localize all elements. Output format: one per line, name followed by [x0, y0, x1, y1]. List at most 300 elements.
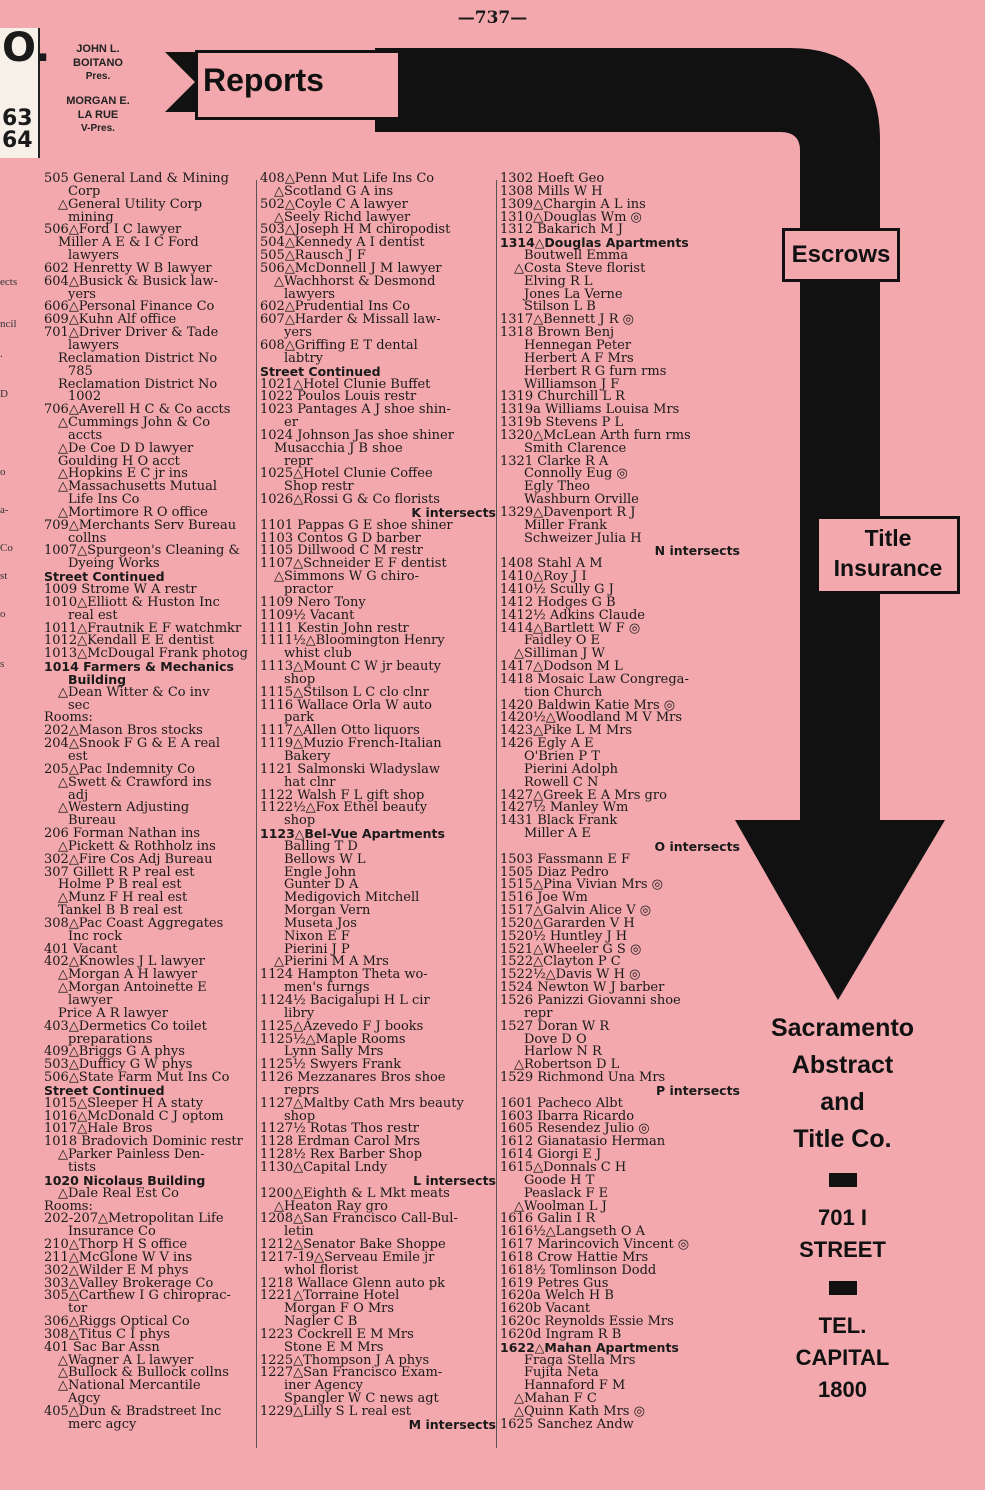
directory-entry: K intersects	[411, 504, 496, 520]
directory-entry: 1011△Frautnik E F watchmkr	[44, 620, 242, 636]
directory-entry: 1317△Bennett J R ◎	[500, 312, 634, 328]
directory-entry: 1016△McDonald C J optom	[44, 1108, 224, 1124]
directory-entry: △Morgan Antoinette E	[58, 980, 207, 996]
directory-entry: Street Continued	[44, 569, 165, 585]
ad-tel-3: 1800	[818, 1377, 867, 1402]
directory-entry: 1105 Dillwood C M restr	[260, 543, 423, 559]
directory-entry: Harlow N R	[524, 1044, 602, 1060]
directory-entry: 1616 Galin I R	[500, 1211, 596, 1227]
officer-role-1: Pres.	[85, 71, 111, 82]
directory-entry: 1417△Dodson M L	[500, 659, 623, 675]
directory-entry: Elving R L	[524, 273, 593, 289]
directory-entry: 1107△Schneider E F dentist	[260, 556, 447, 572]
directory-entry: Goulding H O acct	[58, 453, 180, 469]
directory-entry: △Pickett & Rothholz ins	[58, 838, 216, 854]
directory-entry: 306△Riggs Optical Co	[44, 1314, 190, 1330]
edge-fragment: o	[0, 608, 6, 620]
directory-entry: 1517△Galvin Alice V ◎	[500, 903, 652, 919]
directory-entry: 602 Henretty W B lawyer	[44, 260, 212, 276]
directory-entry: Musacchia J B shoe	[274, 440, 403, 456]
directory-entry: 1012△Kendall E E dentist	[44, 633, 214, 649]
directory-entry: Bakery	[284, 748, 331, 764]
directory-entry: iner Agency	[284, 1378, 363, 1394]
ribbon-tail	[165, 52, 195, 112]
directory-entry: 1620a Welch H B	[500, 1288, 614, 1304]
directory-entry: 1101 Pappas G E shoe shiner	[260, 517, 453, 533]
directory-entry: 1515△Pina Vivian Mrs ◎	[500, 877, 663, 893]
directory-entry: lawyers	[284, 286, 335, 302]
directory-entry: repr	[284, 453, 313, 469]
directory-entry: Life Ins Co	[68, 492, 140, 508]
directory-entry: 210△Thorp H S office	[44, 1237, 188, 1253]
directory-entry: △Swett & Crawford ins	[58, 774, 212, 790]
directory-entry: Schweizer Julia H	[524, 530, 642, 546]
directory-entry: accts	[68, 427, 103, 443]
directory-entry: 1526 Panizzi Giovanni shoe	[500, 993, 681, 1008]
directory-entry: 1113△Mount C W jr beauty	[260, 659, 441, 675]
directory-entry: 1024 Johnson Jas shoe shiner	[260, 427, 454, 443]
directory-entry: 1310△Douglas Wm ◎	[500, 209, 642, 225]
directory-entry: Street Continued	[44, 1082, 165, 1098]
directory-entry: Balling T D	[284, 838, 358, 854]
directory-entry: △Bullock & Bullock collns	[58, 1365, 229, 1381]
directory-entry: 1614 Giorgi E J	[500, 1147, 602, 1163]
directory-entry: 1208△San Francisco Call-Bul-	[260, 1211, 458, 1227]
directory-entry: 1124 Hampton Theta wo-	[260, 967, 428, 983]
directory-entry: Building	[68, 671, 127, 687]
edge-fragment: .	[0, 348, 3, 360]
directory-entry: 1329△Davenport R J	[500, 504, 636, 520]
ad-line-2: Abstract	[791, 1051, 894, 1079]
directory-entry: 1013△McDougal Frank photog	[44, 646, 248, 662]
directory-entry: 202△Mason Bros stocks	[44, 723, 203, 739]
directory-entry: 1431 Black Frank	[500, 813, 618, 829]
directory-entry: △Mortimore R O office	[58, 504, 208, 520]
directory-entry: 1023 Pantages A J shoe shin-	[260, 402, 451, 418]
directory-entry: Jones La Verne	[524, 286, 623, 302]
directory-entry: 1009 Strome W A restr	[44, 582, 197, 597]
directory-entry: 1014 Farmers & Mechanics	[44, 659, 234, 675]
directory-entry: 1521△Wheeler G S ◎	[500, 941, 642, 957]
directory-entry: 1603 Ibarra Ricardo	[500, 1108, 635, 1124]
title-insurance-box	[816, 516, 960, 594]
directory-entry: L intersects	[413, 1172, 496, 1188]
edge-fragment: D	[0, 388, 8, 400]
ad-line-3: and	[820, 1088, 865, 1116]
directory-entry: 202-207△Metropolitan Life	[44, 1211, 224, 1227]
directory-entry: △Wachhorst & Desmond	[274, 273, 436, 289]
directory-entry: 785	[68, 363, 93, 379]
ad-address-1: 701 I	[818, 1205, 867, 1230]
directory-entry: 1122 Walsh F L gift shop	[260, 787, 425, 803]
directory-entry: 602△Prudential Ins Co	[260, 299, 411, 315]
directory-entry: 1605 Resendez Julio ◎	[500, 1121, 650, 1137]
directory-entry: △Simmons W G chiro-	[274, 569, 419, 585]
directory-entry: 1410△Roy J I	[500, 569, 587, 585]
edge-letter: O.	[2, 25, 51, 71]
directory-entry: Street Continued	[260, 363, 381, 379]
directory-entry: Faidley O E	[524, 633, 600, 649]
directory-entry: 1010△Elliott & Huston Inc	[44, 594, 220, 610]
directory-entry: △Scotland G A ins	[274, 183, 394, 199]
directory-entry: 1022 Poulos Louis restr	[260, 389, 417, 405]
directory-entry: △Costa Steve florist	[514, 260, 646, 276]
directory-entry: O intersects	[654, 838, 740, 854]
edge-number-2: 64	[2, 128, 33, 153]
directory-entry: 1017△Hale Bros	[44, 1121, 153, 1137]
directory-entry: shop	[284, 671, 316, 687]
directory-entry: Medigovich Mitchell	[284, 890, 420, 906]
officer-name-1: JOHN L. BOITANO	[73, 43, 123, 69]
directory-entry: 1128 Erdman Carol Mrs	[260, 1134, 421, 1150]
directory-entry: Holme P B real est	[58, 877, 182, 893]
directory-entry: Engle John	[284, 864, 356, 880]
directory-entry: Williamson J F	[524, 376, 620, 392]
directory-entry: Connolly Eug ◎	[524, 466, 628, 482]
directory-entry: Pierini Adolph	[524, 761, 619, 777]
directory-entry: 1321 Clarke R A	[500, 453, 609, 469]
directory-entry: whol florist	[284, 1262, 359, 1278]
column-rule	[256, 180, 257, 1448]
directory-entry: △National Mercantile	[58, 1378, 201, 1394]
directory-entry: △Wagner A L lawyer	[58, 1352, 194, 1368]
directory-entry: △Parker Painless Den-	[58, 1147, 205, 1163]
directory-entry: 1115△Stilson L C clo clnr	[260, 684, 429, 700]
directory-entry: 1007△Spurgeon's Cleaning &	[44, 543, 240, 559]
directory-entry: 1111 Kestin John restr	[260, 620, 409, 636]
column-rule	[496, 180, 497, 1448]
insurance-label: Insurance	[833, 555, 943, 581]
directory-entry: 1109 Nero Tony	[260, 594, 366, 610]
directory-entry: Tankel B B real est	[58, 903, 183, 919]
directory-entry: 1412 Hodges G B	[500, 594, 616, 610]
directory-entry: 401 Sac Bar Assn	[44, 1339, 160, 1355]
directory-entry: 1619 Petres Gus	[500, 1275, 609, 1291]
directory-entry: Smith Clarence	[524, 440, 627, 456]
directory-entry: lawyers	[68, 337, 119, 353]
directory-entry: 302△Fire Cos Adj Bureau	[44, 851, 213, 867]
directory-entry: 1620c Reynolds Essie Mrs	[500, 1314, 674, 1330]
ad-divider	[829, 1173, 857, 1187]
page-number: —737—	[457, 8, 528, 28]
directory-entry: 1420 Baldwin Katie Mrs ◎	[500, 697, 676, 713]
directory-entry: Dyeing Works	[68, 556, 160, 572]
directory-entry: 1119△Muzio French-Italian	[260, 736, 442, 752]
directory-entry: N intersects	[654, 543, 740, 559]
directory-entry: 1318 Brown Benj	[500, 325, 615, 341]
directory-entry: 1124½ Bacigalupi H L cir	[260, 993, 430, 1008]
directory-entry: 1520½ Huntley J H	[500, 928, 628, 944]
directory-entry: Nagler C B	[284, 1314, 358, 1330]
directory-entry: 1408 Stahl A M	[500, 556, 603, 572]
directory-entry: 1125½ Swyers Frank	[260, 1057, 402, 1073]
directory-entry: △Dale Real Est Co	[58, 1185, 179, 1201]
directory-entry: Morgan F O Mrs	[284, 1301, 395, 1317]
directory-entry: libry	[284, 1005, 315, 1021]
directory-entry: △Woolman L J	[514, 1198, 607, 1214]
directory-entry: 1123△Bel-Vue Apartments	[260, 826, 445, 842]
title-label: Title	[864, 525, 912, 551]
directory-entry: 1427△Greek E A Mrs gro	[500, 787, 667, 803]
edge-fragment: o	[0, 466, 6, 478]
directory-entry: 1426 Egly A E	[500, 736, 594, 752]
directory-entry: 1229△Lilly S L real est	[260, 1404, 412, 1419]
directory-entry: real est	[68, 607, 118, 623]
directory-entry: merc agcy	[68, 1416, 137, 1432]
directory-entry: 1319 Churchill L R	[500, 389, 625, 405]
directory-entry: 609△Kuhn Alf office	[44, 312, 177, 328]
directory-entry: 402△Knowles J L lawyer	[44, 954, 205, 970]
directory-entry: 1617 Marincovich Vincent ◎	[500, 1237, 690, 1253]
directory-entry: 1117△Allen Otto liquors	[260, 723, 420, 739]
directory-entry: 1625 Sanchez Andw	[500, 1416, 634, 1432]
directory-entry: 1620b Vacant	[500, 1301, 591, 1317]
directory-entry: 504△Kennedy A I dentist	[260, 235, 425, 251]
directory-entry: 1618½ Tomlinson Dodd	[500, 1262, 657, 1278]
directory-entry: 1121 Salmonski Wladyslaw	[260, 761, 441, 777]
directory-entry: adj	[68, 787, 89, 803]
directory-entry: Stone E M Mrs	[284, 1339, 384, 1355]
directory-entry: 204△Snook F G & E A real	[44, 736, 221, 752]
directory-entry: 709△Merchants Serv Bureau	[44, 517, 237, 533]
directory-column-1	[44, 173, 254, 1432]
reports-label: Reports	[203, 62, 324, 98]
directory-entry: 1020 Nicolaus Building	[44, 1172, 206, 1188]
directory-entry: 408△Penn Mut Life Ins Co	[260, 171, 435, 186]
directory-entry: △Western Adjusting	[58, 800, 190, 816]
directory-entry: park	[284, 710, 315, 726]
directory-entry: 503△Joseph H M chiropodist	[260, 222, 451, 238]
directory-entry: 1505 Diaz Pedro	[500, 864, 609, 880]
directory-entry: 1018 Bradovich Dominic restr	[44, 1134, 243, 1150]
edge-fragment: a-	[0, 504, 9, 516]
directory-entry: 505△Rausch J F	[260, 248, 366, 264]
ad-address-2: STREET	[799, 1237, 886, 1262]
directory-entry: Miller A E & I C Ford	[58, 235, 199, 251]
directory-entry: Nixon E F	[284, 928, 350, 944]
directory-entry: Peaslack F E	[524, 1185, 609, 1201]
directory-entry: tion Church	[524, 684, 603, 700]
directory-entry: Spangler W C news agt	[284, 1391, 439, 1407]
directory-entry: △Silliman J W	[514, 646, 605, 662]
directory-entry: men's furngs	[284, 980, 370, 996]
directory-entry: 1021△Hotel Clunie Buffet	[260, 376, 431, 392]
directory-entry: 1319b Stevens P L	[500, 415, 624, 431]
directory-entry: Price A R lawyer	[58, 1005, 168, 1021]
directory-entry: Bureau	[68, 813, 116, 829]
directory-entry: 1103 Contos G D barber	[260, 530, 421, 546]
directory-entry: P intersects	[655, 1082, 740, 1098]
directory-entry: 1125½△Maple Rooms	[260, 1031, 406, 1047]
reports-ribbon	[165, 38, 380, 138]
directory-entry: 1223 Cockrell E M Mrs	[260, 1326, 414, 1342]
edge-fragment: ects	[0, 276, 18, 288]
directory-entry: 1221△Torraine Hotel	[260, 1288, 400, 1304]
directory-entry: lawyers	[68, 248, 119, 264]
directory-entry: 1520△Gararden V H	[500, 915, 635, 931]
directory-entry: 1423△Pike L M Mrs	[500, 723, 633, 739]
directory-entry: 1126 Mezzanares Bros shoe	[260, 1070, 446, 1086]
escrows-box: Escrows	[782, 228, 900, 282]
directory-entry: Inc rock	[68, 928, 123, 944]
directory-entry: Hannaford F M	[524, 1378, 626, 1394]
directory-entry: Reclamation District No	[58, 350, 218, 366]
directory-entry: △De Coe D D lawyer	[58, 440, 194, 456]
directory-entry: 1420½△Woodland M V Mrs	[500, 710, 683, 726]
directory-entry: 1622△Mahan Apartments	[500, 1339, 679, 1355]
directory-entry: △Cummings John & Co	[58, 415, 211, 431]
directory-entry: est	[68, 748, 88, 764]
directory-entry: sec	[68, 697, 90, 713]
directory-entry: tists	[68, 1159, 96, 1175]
directory-entry: 1111½△Bloomington Henry	[260, 633, 445, 649]
directory-entry: yers	[284, 325, 312, 341]
directory-entry: 1127½ Rotas Thos restr	[260, 1121, 419, 1137]
directory-entry: 1503 Fassmann E F	[500, 851, 631, 867]
directory-entry: 1309△Chargin A L ins	[500, 196, 646, 212]
directory-entry: labtry	[284, 350, 324, 366]
directory-entry: 1616½△Langseth O A	[500, 1224, 646, 1240]
directory-entry: 308△Titus C I phys	[44, 1326, 171, 1342]
directory-entry: △Dean Witter & Co inv	[58, 684, 210, 700]
directory-entry: 1026△Rossi G & Co florists	[260, 492, 440, 508]
directory-entry: △Hopkins E C jr ins	[58, 466, 188, 482]
directory-entry: Miller A E	[524, 826, 591, 842]
directory-entry: Washburn Orville	[524, 492, 639, 508]
directory-entry: 1312 Bakarich M J	[500, 222, 623, 238]
directory-entry: tor	[68, 1301, 88, 1317]
directory-entry: 502△Coyle C A lawyer	[260, 196, 408, 212]
directory-entry: Corp	[68, 183, 101, 199]
directory-entry: Reclamation District No	[58, 376, 218, 392]
directory-entry: Rooms:	[44, 1198, 93, 1214]
directory-entry: Fraga Stella Mrs	[524, 1352, 636, 1368]
directory-entry: 1601 Pacheco Albt	[500, 1095, 623, 1111]
directory-entry: 1128½ Rex Barber Shop	[260, 1147, 423, 1163]
directory-entry: 1529 Richmond Una Mrs	[500, 1070, 666, 1086]
directory-entry: preparations	[68, 1031, 153, 1047]
directory-entry: △Morgan A H lawyer	[58, 967, 198, 983]
directory-entry: whist club	[284, 646, 352, 662]
ad-tel-1: TEL.	[818, 1313, 867, 1338]
directory-entry: collns	[68, 530, 107, 546]
edge-number-1: 63	[2, 106, 33, 131]
directory-entry: Morgan Vern	[284, 903, 371, 919]
directory-entry: 1418 Mosaic Law Congrega-	[500, 671, 689, 687]
directory-entry: 1217-19△Serveau Emile jr	[260, 1249, 435, 1265]
directory-entry: 1524 Newton W J barber	[500, 980, 665, 996]
directory-column-3	[500, 173, 740, 1432]
directory-entry: 1612 Gianatasio Herman	[500, 1134, 666, 1150]
directory-entry: 1015△Sleeper H A staty	[44, 1095, 204, 1111]
directory-entry: Herbert R G furn rms	[524, 363, 667, 379]
directory-entry: 1200△Eighth & L Mkt meats	[260, 1185, 450, 1201]
directory-entry: 409△Briggs G A phys	[44, 1044, 185, 1060]
directory-entry: 206 Forman Nathan ins	[44, 826, 201, 842]
ad-divider	[829, 1281, 857, 1295]
directory-entry: 1212△Senator Bake Shoppe	[260, 1237, 446, 1253]
officer-role-2: V-Pres.	[81, 123, 115, 134]
directory-entry: 506△McDonnell J M lawyer	[260, 260, 442, 276]
directory-entry: 302△Wilder E M phys	[44, 1262, 189, 1278]
directory-entry: 1410½ Scully G J	[500, 582, 614, 597]
directory-entry: 1308 Mills W H	[500, 183, 603, 199]
directory-entry: reprs	[284, 1082, 320, 1098]
directory-entry: 1412½ Adkins Claude	[500, 607, 645, 623]
directory-entry: △Pierini M A Mrs	[274, 954, 389, 970]
directory-entry: 305△Carthew I G chiroprac-	[44, 1288, 231, 1304]
directory-entry: repr	[524, 1005, 553, 1021]
directory-entry: 1130△Capital Lndy	[260, 1159, 388, 1175]
directory-entry: △Mahan F C	[514, 1391, 597, 1407]
directory-entry: O'Brien P T	[524, 748, 600, 764]
directory-entry: M intersects	[408, 1416, 496, 1432]
officer-name-2: MORGAN E. LA RUE	[66, 95, 130, 121]
directory-entry: Rowell C N	[524, 774, 599, 790]
directory-entry: Insurance Co	[68, 1224, 156, 1240]
directory-entry: 1522△Clayton P C	[500, 954, 621, 970]
directory-entry: △Quinn Kath Mrs ◎	[514, 1404, 645, 1419]
directory-entry: 706△Averell H C & Co accts	[44, 402, 231, 418]
directory-entry: practor	[284, 582, 333, 597]
ad-line-4: Title Co.	[793, 1125, 892, 1153]
directory-entry: shop	[284, 813, 316, 829]
edge-fragment: Co	[0, 542, 13, 554]
directory-entry: △Massachusetts Mutual	[58, 479, 217, 495]
directory-entry: 405△Dun & Bradstreet Inc	[44, 1404, 222, 1419]
edge-fragment: st	[0, 570, 8, 582]
directory-entry: shop	[284, 1108, 316, 1124]
directory-entry: Herbert A F Mrs	[524, 350, 634, 366]
directory-entry: 1225△Thompson J A phys	[260, 1352, 430, 1368]
sacramento-abstract-ad	[760, 1010, 925, 1406]
directory-entry: 1618 Crow Hattie Mrs	[500, 1249, 649, 1265]
directory-entry: 1002	[68, 389, 102, 405]
directory-entry: 506△Ford I C lawyer	[44, 222, 182, 238]
directory-entry: mining	[68, 209, 114, 225]
directory-entry: 211△McGlone W V ins	[44, 1249, 193, 1265]
directory-entry: 604△Busick & Busick law-	[44, 273, 219, 289]
directory-entry: 1427½ Manley Wm	[500, 800, 629, 816]
directory-entry: yers	[68, 286, 96, 302]
directory-entry: 506△State Farm Mut Ins Co	[44, 1070, 230, 1086]
directory-entry: Shop restr	[284, 479, 354, 495]
directory-entry: Dove D O	[524, 1031, 587, 1047]
directory-entry: 701△Driver Driver & Tade	[44, 325, 219, 341]
directory-entry: 1127△Maltby Cath Mrs beauty	[260, 1095, 464, 1111]
directory-entry: △Heaton Ray gro	[274, 1198, 389, 1214]
directory-entry: 1319a Williams Louisa Mrs	[500, 402, 680, 418]
directory-entry: 505 General Land & Mining	[44, 171, 229, 186]
directory-entry: letin	[284, 1224, 314, 1240]
directory-entry: △Munz F H real est	[58, 890, 188, 906]
directory-column-2	[260, 173, 496, 1432]
directory-entry: er	[284, 415, 298, 431]
directory-entry: 607△Harder & Missall law-	[260, 312, 441, 328]
directory-entry: Goode H T	[524, 1172, 595, 1188]
directory-entry: 205△Pac Indemnity Co	[44, 761, 195, 777]
directory-entry: Agcy	[68, 1391, 101, 1407]
directory-entry: △Robertson D L	[514, 1057, 620, 1073]
directory-entry: 303△Valley Brokerage Co	[44, 1275, 214, 1291]
directory-entry: 307 Gillett R P real est	[44, 864, 195, 880]
directory-entry: 1414△Bartlett W F ◎	[500, 620, 641, 636]
directory-entry: 1109½ Vacant	[260, 607, 355, 623]
directory-entry: 1527 Doran W R	[500, 1018, 610, 1034]
directory-entry: △General Utility Corp	[58, 196, 203, 212]
ad-line-1: Sacramento	[770, 1014, 915, 1042]
directory-entry: hat clnr	[284, 774, 336, 790]
